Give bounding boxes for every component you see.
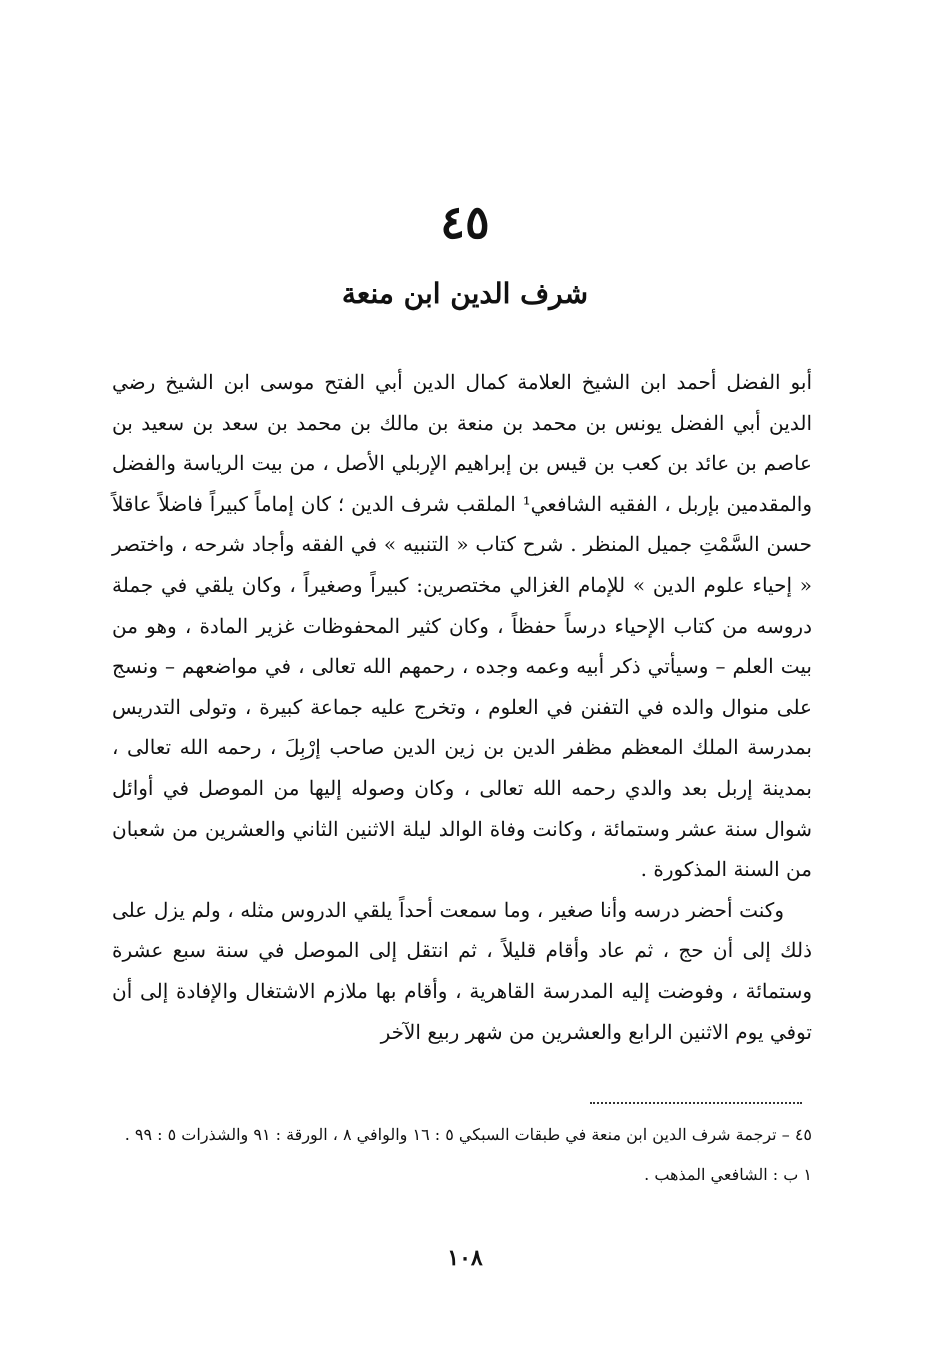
page-number: ١٠٨ <box>447 1245 483 1271</box>
entry-title: شرف الدين ابن منعة <box>341 277 589 310</box>
biography-text <box>112 362 812 1052</box>
footnote: ٤٥ – ترجمة شرف الدين ابن منعة في طبقات السبكي ٥ : ١٦ والوافي ٨ ، الورقة : ٩١ والشذرات ٥ : ٩٩ . <box>124 1125 812 1144</box>
paragraph: أبو الفضل أحمد ابن الشيخ العلامة كمال الدين أبي الفتح موسى ابن الشيخ رضي الدين أبي الفضل يونس بن محمد بن منعة بن مالك بن محمد بن سعد بن سعيد بن عاصم بن عائد بن كعب بن قيس بن إبراهيم الإربلي الأصل ، من بيت الرياسة والفضل والمقدمين بإربل ، الفقيه الشافعي¹ الملقب شرف الدين ؛ كان إماماً كبيراً فاضلاً عاقلاً حسن السَّمْتِ جميل المنظر . شرح كتاب « التنبيه » في الفقه وأجاد شرحه ، واختصر « إحياء علوم الدين » للإمام الغزالي مختصرين: كبيراً وصغيراً ، وكان يلقي في جملة دروسه من كتاب الإحياء درساً حفظاً ، وكان كثير المحفوظات غزير المادة ، وهو من بيت العلم – وسيأتي ذكر أبيه وعمه وجده ، رحمهم الله تعالى ، في مواضعهم – ونسج على منوال والده في التفنن في العلوم ، وتخرج عليه جماعة كبيرة ، وتولى التدريس بمدرسة الملك المعظم مظفر الدين بن زين الدين صاحب إرْبِلَ ، رحمه الله تعالى ، بمدينة إربل بعد والدي رحمه الله تعالى ، وكان وصوله إليها من الموصل في أوائل شوال سنة عشر وستمائة ، وكانت وفاة الوالد ليلة الاثنين الثاني والعشرين من شعبان من السنة المذكورة . <box>112 370 812 882</box>
footnotes <box>112 1120 812 1190</box>
footnote: ١ ب : الشافعي المذهب . <box>644 1165 812 1184</box>
paragraph: وكنت أحضر درسه وأنا صغير ، وما سمعت أحداً يلقي الدروس مثله ، ولم يزل على ذلك إلى أن حج ، ثم عاد وأقام قليلاً ، ثم انتقل إلى الموصل في سنة سبع عشرة وستمائة ، وفوضت إليه المدرسة القاهرية ، وأقام بها ملازم الاشتغال والإفادة إلى أن توفي يوم الاثنين الرابع والعشرين من شهر ربيع الآخر <box>112 897 812 1044</box>
entry-number: ٤٥ <box>440 195 490 249</box>
footnote-separator <box>590 1102 802 1104</box>
